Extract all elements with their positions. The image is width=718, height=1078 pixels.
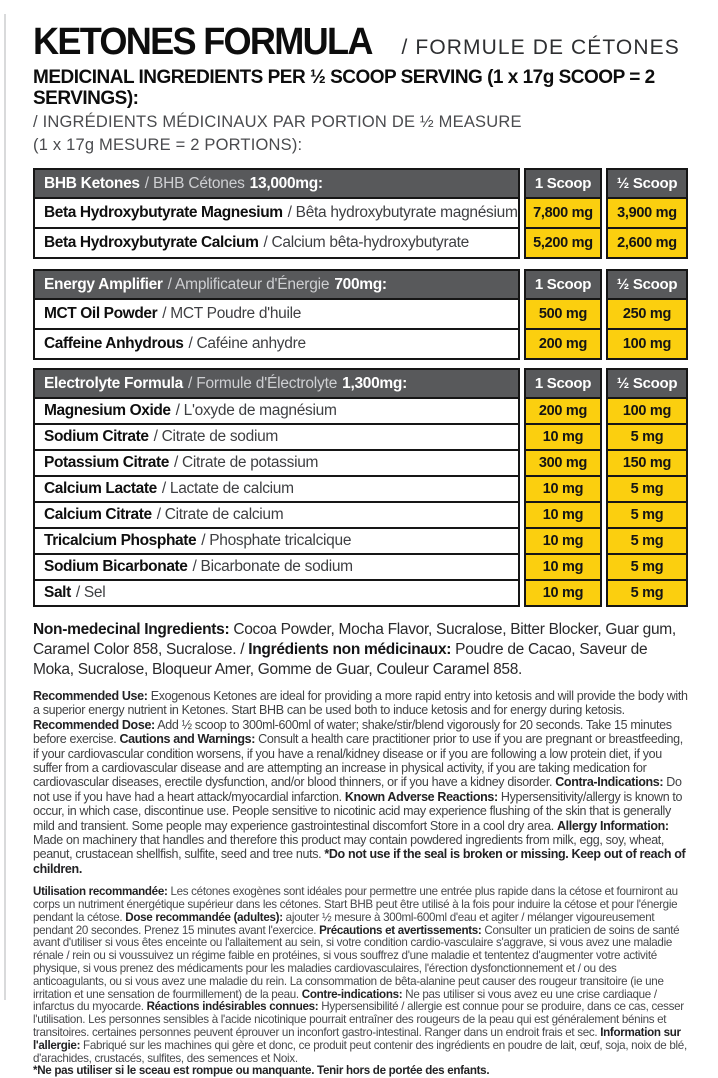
subtitle-french-line2: (1 x 17g MESURE = 2 PORTIONS): — [33, 136, 303, 154]
value-cell: 5 mg — [608, 579, 686, 605]
label-panel — [33, 22, 688, 1078]
group-name-en: BHB Ketones — [44, 174, 140, 192]
value-cell: 5 mg — [608, 475, 686, 501]
table-half-scoop-column — [606, 168, 688, 259]
value-cell: 3,900 mg — [608, 197, 686, 227]
value-cell: 200 mg — [526, 328, 600, 358]
group-amount: 1,300mg: — [342, 374, 407, 392]
group-amount: 700mg: — [334, 275, 387, 293]
table-bhb-ketones — [33, 168, 688, 259]
value-cell: 500 mg — [526, 298, 600, 328]
ingredient-row: Tricalcium Phosphate / Phosphate tricalcique — [35, 527, 518, 553]
group-header — [35, 271, 518, 298]
table-energy-amplifier — [33, 269, 688, 360]
value-cell: 10 mg — [526, 553, 600, 579]
value-cell: 10 mg — [526, 579, 600, 605]
table-half-scoop-column — [606, 269, 688, 360]
ingredient-row: Sodium Citrate / Citrate de sodium — [35, 423, 518, 449]
ingredient-row: MCT Oil Powder / MCT Poudre d'huile — [35, 298, 518, 328]
value-cell: 150 mg — [608, 449, 686, 475]
non-medicinal-ingredients: Non-medecinal Ingredients: Cocoa Powder, Mocha Flavor, Sucralose, Bitter Blocker, Guar gum, Caramel Color 858, Sucralose. / Ingrédients non médicinaux: Poudre de Cacao, Saveur de Moka, Sucralose, Bloqueur Amer, Gomme de Guar, Couleur Caramel 858. — [33, 621, 676, 678]
ingredient-row: Salt / Sel — [35, 579, 518, 605]
value-cell: 5,200 mg — [526, 227, 600, 257]
value-cell: 5 mg — [608, 527, 686, 553]
value-cell: 200 mg — [526, 397, 600, 423]
table-1scoop-column — [524, 269, 602, 360]
table-half-scoop-column — [606, 368, 688, 607]
directions-paragraph-english: Recommended Use: Exogenous Ketones are ideal for providing a more rapid entry into ketosis and will provide the body with a superior energy nutrient in Ketones. Start BHB can be used both to induce ketosis and for energy during ketosis. Recommended Dose: Add ½ scoop to 300ml-600ml of water; shake/stir/blend vigorously for 20 seconds. Take 15 minutes before exercise. Cautions and Warnings: Consult a health care practitioner prior to use if you are pregnant or breastfeeding, if your cardiovascular condition worsens, if you have a renal/kidney disease or if you are following a low protein diet, if you suffer from a cardiovascular disease and are attempting an increase in physical activity, if you are taking medication for cardiovascular diseases, erectile dysfunction, and/or blood thinners, or if you have a kidney disorder. Contra-Indications: Do not use if you have had a heart attack/myocardial infarction. Known Adverse Reactions: Hypersensitivity/allergy is known to occur, in which case, discontinue use. People sensitive to nicotinic acid may experience flushing of the skin that is generally mild and transient. Some people may experience gastrointestinal discomfort Store in a cool dry area. Allergy Information: Made on machinery that handles and therefore this product may contain powdered ingredients from milk, egg, soy, wheat, peanut, crustacean shellfish, sulfite, seed and tree nuts. *Do not use if the seal is broken or missing. Keep out of reach of children. — [33, 689, 688, 876]
ingredient-row: Magnesium Oxide / L'oxyde de magnésium — [35, 397, 518, 423]
ingredient-row: Calcium Citrate / Citrate de calcium — [35, 501, 518, 527]
value-cell: 5 mg — [608, 423, 686, 449]
group-amount: 13,000mg: — [249, 174, 323, 192]
subtitle-french-line1: / INGRÉDIENTS MÉDICINAUX PAR PORTION DE ½ MEASURE — [33, 113, 522, 131]
page-title — [33, 22, 688, 62]
ingredient-row: Sodium Bicarbonate / Bicarbonate de sodium — [35, 553, 518, 579]
title-french: / FORMULE DE CÉTONES — [401, 36, 680, 59]
group-name-en: Electrolyte Formula — [44, 374, 184, 392]
table-1scoop-column — [524, 168, 602, 259]
group-name-fr: / Amplificateur d'Énergie — [167, 275, 330, 293]
column-header-half-scoop: ½ Scoop — [608, 370, 686, 397]
value-cell: 100 mg — [608, 328, 686, 358]
value-cell: 10 mg — [526, 501, 600, 527]
column-header-1-scoop: 1 Scoop — [526, 271, 600, 298]
table-electrolyte-formula — [33, 368, 688, 607]
value-cell: 5 mg — [608, 553, 686, 579]
value-cell: 5 mg — [608, 501, 686, 527]
group-name-en: Energy Amplifier — [44, 275, 163, 293]
ingredient-row: Calcium Lactate / Lactate de calcium — [35, 475, 518, 501]
value-cell: 7,800 mg — [526, 197, 600, 227]
ingredient-row: Caffeine Anhydrous / Caféine anhydre — [35, 328, 518, 358]
table-1scoop-column — [524, 368, 602, 607]
column-header-half-scoop: ½ Scoop — [608, 170, 686, 197]
table-label-column — [33, 269, 520, 360]
group-name-fr: / BHB Cétones — [144, 174, 245, 192]
seal-warning-french: *Ne pas utiliser si le sceau est rompue ou manquante. Tenir hors de portée des enfants. — [33, 1064, 490, 1078]
value-cell: 300 mg — [526, 449, 600, 475]
group-name-fr: / Formule d'Électrolyte — [188, 374, 338, 392]
table-label-column — [33, 368, 520, 607]
ingredient-row: Beta Hydroxybutyrate Calcium / Calcium bêta-hydroxybutyrate — [35, 227, 518, 257]
column-header-1-scoop: 1 Scoop — [526, 370, 600, 397]
ingredient-row: Beta Hydroxybutyrate Magnesium / Bêta hydroxybutyrate magnésium — [35, 197, 518, 227]
group-header — [35, 170, 518, 197]
group-header — [35, 370, 518, 397]
column-header-half-scoop: ½ Scoop — [608, 271, 686, 298]
value-cell: 2,600 mg — [608, 227, 686, 257]
value-cell: 10 mg — [526, 527, 600, 553]
directions-paragraph-french: Utilisation recommandée: Les cétones exogènes sont idéales pour permettre une entrée plus rapide dans la cétose et fourniront au corps un nutriment énergétique supérieur dans les cétones. Start BHB peut être utilisé à la fois pour induire la cétose et pour l'énergie pendant la cétose. Dose recommandée (adultes): ajouter ½ mesure à 300ml-600ml d'eau et agiter / mélanger vigoureusement pendant 20 secondes. Prenez 15 minutes avant l'exercice. Précautions et avertissements: Consulter un praticien de soins de santé avant d'utiliser si vous êtes enceinte ou l'allaitement au sein, si votre condition cardio-vasculaire s'aggrave, si vous avez une maladie rénale / rein ou si voussuivez un régime faible en protéines, si vous souffrez d'une maladie et tententez d'augmenter votre activité physique, si vous prenez des médicaments pour les maladies cardiovasculaires, l'érection dysfonctionnement et / ou des anticoagulants, ou si vous avez une maladie du rein. La consommation de bêta-alanine peut causer des rougeur transitoire (ie une irritation et une sensation de fourmillement) de la peau. Contre-indications: Ne pas utiliser si vous avez eu une crise cardiaque / infarctus du myocarde. Réactions indésirables connues: Hypersensibilité / allergie est connue pour se produire, dans ce cas, cesser l'utilisation. Les personnes sensibles à l'acide nicotinique pourrait entraîner des rougeurs de la peau qui est généralement bénins et transitoires. certaines personnes peuvent éprouver un inconfort gastro-intestinal. Ranger dans un endroit frais et sec. Information sur l'allergie: Fabriqué sur les machines qui gère et donc, ce produit peut contenir des ingrédients en poudre de lait, œuf, soja, noix de blé, d'arachides, crustacés, sulfites, des semences et Noix. — [33, 885, 687, 1065]
value-cell: 10 mg — [526, 423, 600, 449]
table-label-column — [33, 168, 520, 259]
label-left-edge — [4, 14, 6, 1000]
value-cell: 250 mg — [608, 298, 686, 328]
value-cell: 100 mg — [608, 397, 686, 423]
value-cell: 10 mg — [526, 475, 600, 501]
column-header-1-scoop: 1 Scoop — [526, 170, 600, 197]
title-english: KETONES FORMULA — [33, 21, 372, 63]
subtitle-english: MEDICINAL INGREDIENTS PER ½ SCOOP SERVING (1 x 17g SCOOP = 2 SERVINGS): — [33, 67, 655, 109]
ingredient-row: Potassium Citrate / Citrate de potassium — [35, 449, 518, 475]
